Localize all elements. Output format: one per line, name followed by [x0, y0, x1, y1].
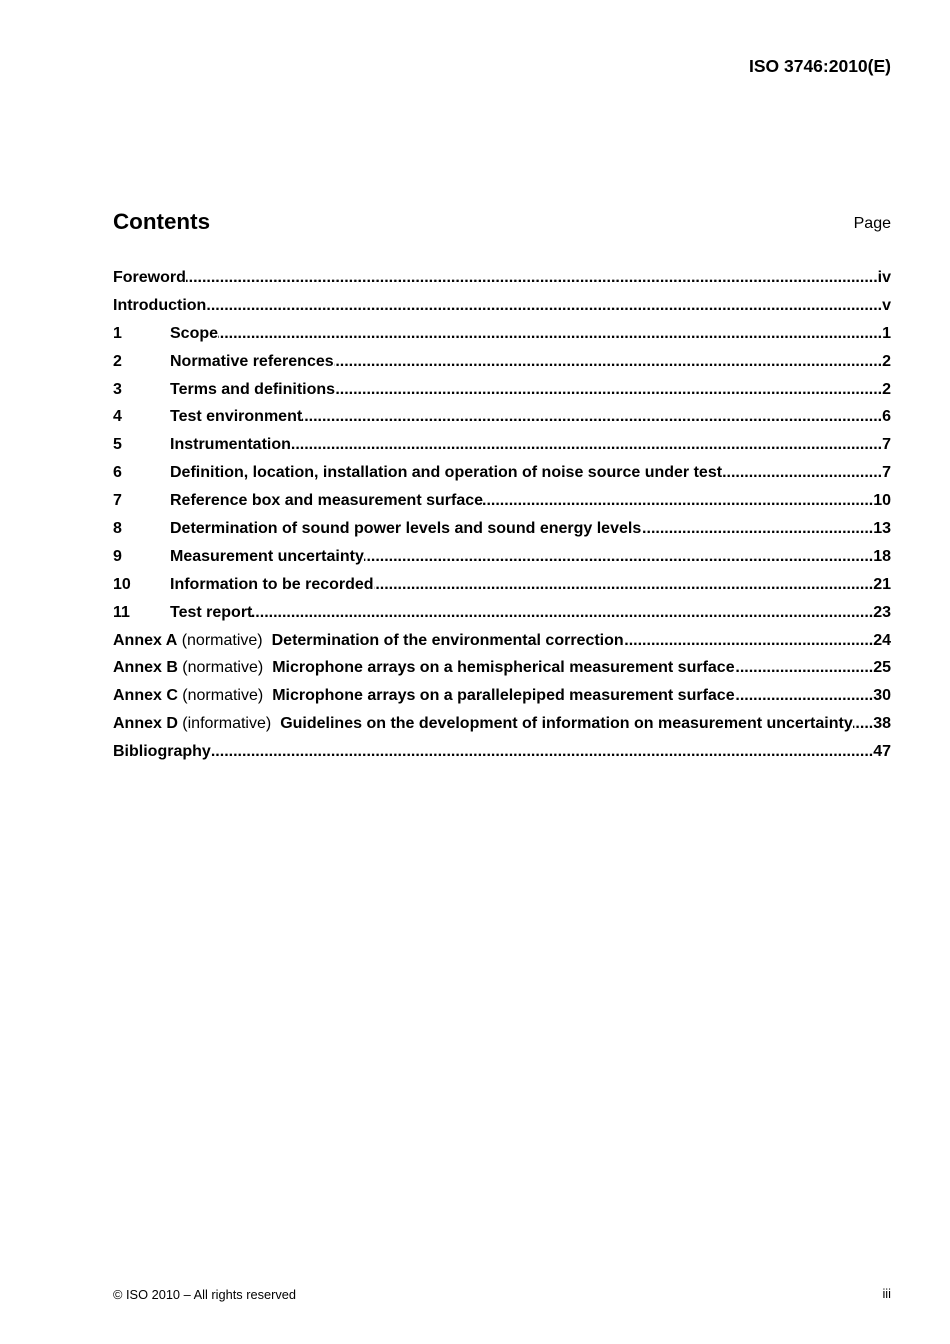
toc-entry-clause-2[interactable]: [113, 348, 891, 376]
toc-entry-clause-6[interactable]: [113, 459, 891, 487]
toc-entry-title: Introduction: [113, 296, 207, 314]
toc-entry-page: 18: [873, 547, 891, 565]
toc-entry-annex-d[interactable]: [113, 710, 891, 738]
toc-entry-title: Normative references: [170, 352, 334, 370]
dot-leader: [722, 459, 882, 487]
toc-entry-title: Foreword: [113, 269, 186, 286]
dot-leader: [335, 376, 882, 404]
dot-leader: [218, 320, 882, 348]
toc-entry-title: Bibliography: [113, 743, 211, 761]
toc-entry-clause-4[interactable]: [113, 403, 891, 431]
dot-leader: [624, 627, 874, 655]
toc-annex-label: Annex B: [113, 659, 178, 677]
toc-annex-status: (normative): [182, 687, 264, 705]
toc-entry-page: 23: [873, 603, 891, 621]
toc-entry-title: Microphone arrays on a parallelepiped measurement surface: [272, 687, 735, 705]
toc-entry-number: 9: [113, 547, 122, 565]
toc-entry-title: Terms and definitions: [170, 380, 336, 398]
dot-leader: [211, 738, 873, 766]
dot-leader: [364, 543, 873, 571]
toc-entry-number: 6: [113, 464, 122, 482]
dot-leader: [735, 654, 874, 682]
toc-annex-status: (normative): [182, 659, 264, 677]
toc-entry-number: 3: [113, 380, 122, 398]
toc-entry-page: 21: [873, 575, 891, 593]
document-identifier: ISO 3746:2010(E): [748, 56, 891, 76]
table-of-contents: [113, 264, 891, 766]
dot-leader: [334, 348, 882, 376]
toc-entry-title: Test environment: [170, 408, 303, 426]
toc-annex-label: Annex D: [113, 715, 178, 733]
dot-leader: [302, 403, 882, 431]
toc-entry-number: 10: [113, 575, 131, 593]
toc-entry-clause-9[interactable]: [113, 543, 891, 571]
toc-entry-clause-1[interactable]: [113, 320, 891, 348]
toc-entry-foreword[interactable]: [113, 264, 891, 292]
toc-entry-page: 2: [882, 352, 891, 370]
dot-leader: [641, 515, 873, 543]
dot-leader: [853, 710, 873, 738]
toc-entry-number: 4: [113, 408, 122, 426]
toc-entry-number: 2: [113, 352, 122, 370]
toc-entry-page: 30: [873, 687, 891, 705]
toc-entry-title: Microphone arrays on a hemispherical measurement surface: [272, 659, 735, 677]
toc-entry-page: 13: [873, 520, 891, 538]
toc-entry-clause-8[interactable]: [113, 515, 891, 543]
toc-entry-page: 1: [882, 324, 891, 342]
toc-annex-label: Annex C: [113, 687, 178, 705]
dot-leader: [374, 571, 874, 599]
toc-entry-title: Instrumentation: [170, 436, 291, 454]
toc-entry-page: 47: [873, 743, 891, 761]
toc-entry-title: Reference box and measurement surface: [170, 492, 484, 510]
toc-entry-title: Scope: [170, 324, 219, 342]
toc-entry-number: 11: [113, 603, 130, 621]
toc-entry-title: Guidelines on the development of information on measurement uncertainty: [280, 715, 853, 733]
dot-leader: [206, 292, 882, 320]
toc-entry-number: 7: [113, 492, 122, 510]
toc-entry-clause-11[interactable]: [113, 599, 891, 627]
toc-entry-page: 2: [882, 380, 891, 398]
toc-entry-clause-3[interactable]: [113, 376, 891, 404]
toc-entry-introduction[interactable]: [113, 292, 891, 320]
toc-entry-page: 38: [873, 715, 891, 733]
toc-entry-number: 8: [113, 520, 122, 538]
toc-annex-label: Annex A: [113, 631, 178, 649]
toc-entry-page: 7: [882, 436, 891, 454]
page-title: Contents: [113, 209, 211, 234]
toc-entry-title: Determination of sound power levels and sound energy levels: [170, 520, 642, 538]
toc-annex-status: (normative): [181, 631, 263, 649]
toc-entry-clause-10[interactable]: [113, 571, 891, 599]
toc-entry-number: 5: [113, 436, 122, 454]
toc-annex-status: (informative): [182, 715, 272, 733]
toc-entry-annex-b[interactable]: [113, 654, 891, 682]
toc-entry-annex-a[interactable]: [113, 627, 891, 655]
dot-leader: [186, 264, 878, 292]
dot-leader: [735, 682, 874, 710]
toc-entry-page: iv: [877, 269, 891, 286]
toc-entry-page: v: [882, 296, 891, 314]
toc-entry-clause-7[interactable]: [113, 487, 891, 515]
toc-entry-page: 25: [873, 659, 891, 677]
toc-entry-title: Determination of the environmental correction: [271, 631, 624, 649]
toc-entry-page: 6: [882, 408, 891, 426]
footer-page-number: iii: [882, 1286, 891, 1301]
toc-entry-clause-5[interactable]: [113, 431, 891, 459]
toc-entry-page: 24: [873, 631, 891, 649]
toc-entry-title: Definition, location, installation and operation of noise source under test: [170, 464, 723, 482]
page-column-label: Page: [853, 215, 891, 232]
footer-copyright: © ISO 2010 – All rights reserved: [113, 1287, 296, 1302]
toc-entry-title: Measurement uncertainty: [170, 547, 364, 565]
toc-entry-page: 7: [882, 464, 891, 482]
toc-entry-page: 10: [873, 492, 891, 510]
dot-leader: [252, 599, 873, 627]
dot-leader: [483, 487, 873, 515]
toc-entry-annex-c[interactable]: [113, 682, 891, 710]
toc-entry-title: Information to be recorded: [170, 575, 374, 593]
toc-entry-title: Test report: [170, 603, 253, 621]
toc-entry-number: 1: [113, 324, 122, 342]
dot-leader: [291, 431, 882, 459]
toc-entry-bibliography[interactable]: [113, 738, 891, 766]
